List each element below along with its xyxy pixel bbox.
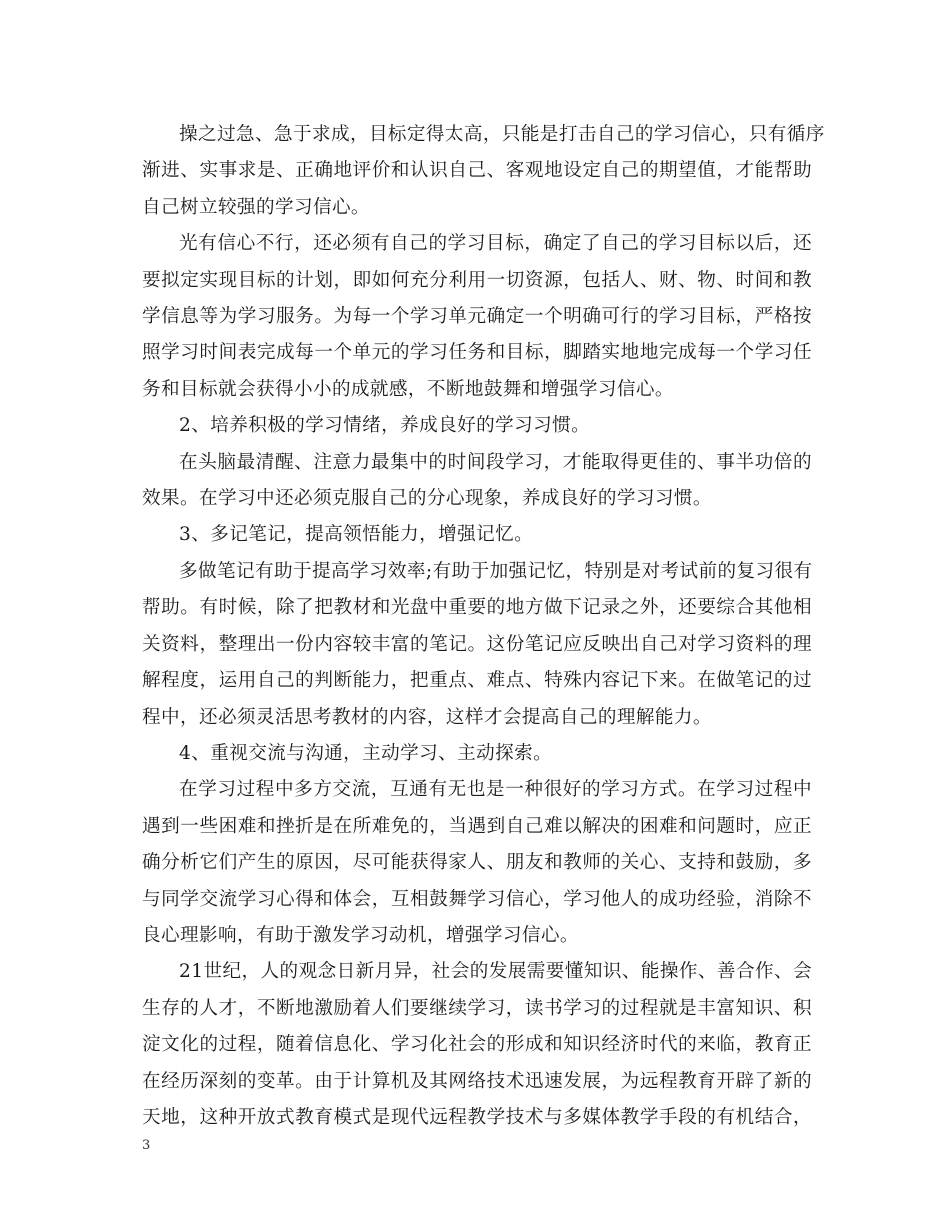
text-line: 渐进、实事求是、正确地评价和认识自己、客观地设定自己的期望值，才能帮助	[142, 160, 812, 182]
paragraph	[142, 736, 812, 772]
text-line: 照学习时间表完成每一个单元的学习任务和目标，脚踏实地地完成每一个学习任	[142, 342, 812, 364]
paragraph	[142, 226, 812, 408]
text-line: 学信息等为学习服务。为每一个学习单元确定一个明确可行的学习目标，严格按	[142, 306, 812, 328]
text-line: 帮助。有时候，除了把教材和光盘中重要的地方做下记录之外，还要综合其他相	[142, 597, 812, 619]
paragraph	[142, 445, 812, 518]
text-line: 在头脑最清醒、注意力最集中的时间段学习，才能取得更佳的、事半功倍的	[179, 451, 812, 473]
text-line: 与同学交流学习心得和体会，互相鼓舞学习信心，学习他人的成功经验，消除不	[142, 888, 812, 910]
paragraph	[142, 554, 812, 736]
paragraph	[142, 408, 812, 444]
text-line: 生存的人才，不断地激励着人们要继续学习，读书学习的过程就是丰富知识、积	[142, 997, 812, 1019]
text-line: 遇到一些困难和挫折是在所难免的，当遇到自己难以解决的困难和问题时，应正	[142, 815, 812, 837]
text-line: 在学习过程中多方交流，互通有无也是一种很好的学习方式。在学习过程中	[179, 779, 812, 801]
text-line: 21世纪，人的观念日新月异，社会的发展需要懂知识、能操作、善合作、会	[179, 961, 812, 983]
text-line: 4、重视交流与沟通，主动学习、主动探索。	[179, 742, 553, 764]
text-line: 务和目标就会获得小小的成就感，不断地鼓舞和增强学习信心。	[142, 378, 674, 400]
text-line: 效果。在学习中还必须克服自己的分心现象，养成良好的学习习惯。	[142, 488, 712, 510]
text-line: 关资料，整理出一份内容较丰富的笔记。这份笔记应反映出自己对学习资料的理	[142, 633, 812, 655]
paragraph	[142, 517, 812, 553]
text-line: 解程度，运用自己的判断能力，把重点、难点、特殊内容记下来。在做笔记的过	[142, 670, 812, 692]
document-body	[142, 117, 825, 1136]
text-line: 淀文化的过程，随着信息化、学习化社会的形成和知识经济时代的来临，教育正	[142, 1034, 812, 1056]
text-line: 程中，还必须灵活思考教材的内容，这样才会提高自己的理解能力。	[142, 706, 712, 728]
text-line: 天地，这种开放式教育模式是现代远程教学技术与多媒体教学手段的有机结合，	[142, 1106, 812, 1128]
text-line: 确分析它们产生的原因，尽可能获得家人、朋友和教师的关心、支持和鼓励，多	[142, 852, 812, 874]
text-line: 3、多记笔记，提高领悟能力，增强记忆。	[179, 524, 534, 546]
paragraph	[142, 117, 825, 226]
paragraph	[142, 954, 812, 1136]
page-number: 3	[142, 1138, 151, 1153]
text-line: 操之过急、急于求成，目标定得太高，只能是打击自己的学习信心，只有循序	[179, 124, 825, 145]
text-line: 要拟定实现目标的计划，即如何充分利用一切资源，包括人、财、物、时间和教	[142, 269, 812, 291]
text-line: 自己树立较强的学习信心。	[142, 196, 370, 218]
paragraph	[142, 772, 812, 954]
text-line: 在经历深刻的变革。由于计算机及其网络技术迅速发展，为远程教育开辟了新的	[142, 1070, 812, 1092]
text-line: 多做笔记有助于提高学习效率;有助于加强记忆，特别是对考试前的复习很有	[179, 560, 813, 582]
text-line: 良心理影响，有助于激发学习动机，增强学习信心。	[142, 924, 579, 946]
text-line: 2、培养积极的学习情绪，养成良好的学习习惯。	[179, 415, 591, 437]
text-line: 光有信心不行，还必须有自己的学习目标，确定了自己的学习目标以后，还	[179, 233, 812, 255]
